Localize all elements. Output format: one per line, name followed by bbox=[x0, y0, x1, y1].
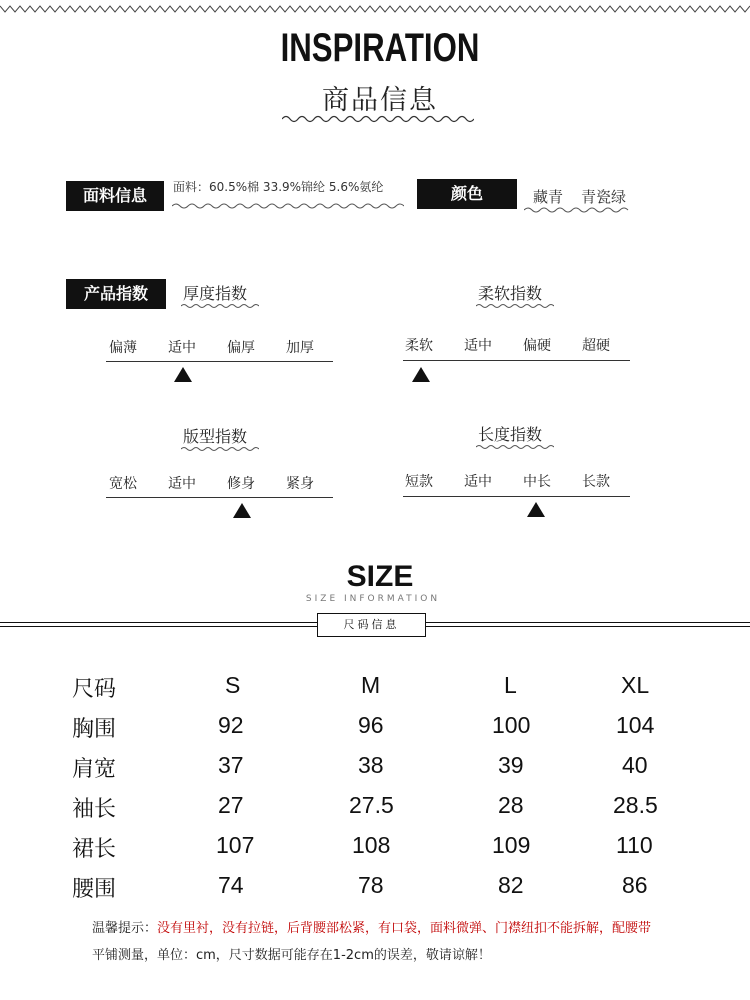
table-cell: 78 bbox=[358, 872, 384, 898]
length-scale-line bbox=[403, 496, 630, 497]
table-cell: 108 bbox=[352, 832, 391, 858]
fit-level-2: 适中 bbox=[168, 476, 196, 492]
notes-line-1 bbox=[92, 917, 651, 936]
table-row bbox=[0, 872, 750, 912]
color-label: 颜色 bbox=[417, 179, 517, 209]
softness-indicator-icon bbox=[412, 367, 430, 382]
fit-level-3: 修身 bbox=[227, 476, 255, 492]
softness-level-1: 柔软 bbox=[405, 338, 433, 354]
table-row-label: 袖长 bbox=[72, 797, 117, 822]
color-option-celadon: 青瓷绿 bbox=[581, 188, 627, 206]
table-cell: 92 bbox=[218, 712, 244, 738]
thickness-title-underline bbox=[181, 303, 259, 309]
thickness-level-3: 偏厚 bbox=[227, 340, 255, 356]
table-cell: 74 bbox=[218, 872, 244, 898]
softness-level-3: 偏硬 bbox=[523, 338, 551, 354]
length-level-3: 中长 bbox=[523, 474, 551, 490]
table-cell: 96 bbox=[358, 712, 384, 738]
softness-title-underline bbox=[476, 303, 554, 309]
fit-level-4: 紧身 bbox=[286, 476, 314, 492]
top-zigzag-border bbox=[0, 0, 750, 22]
page-subtitle: 商品信息 bbox=[322, 85, 438, 116]
thickness-level-1: 偏薄 bbox=[109, 340, 137, 356]
table-cell: 109 bbox=[492, 832, 531, 858]
size-title: SIZE bbox=[346, 560, 414, 593]
size-subtitle: SIZE INFORMATION bbox=[305, 594, 441, 604]
length-index-title: 长度指数 bbox=[478, 425, 543, 444]
length-level-1: 短款 bbox=[405, 474, 433, 490]
table-row bbox=[0, 712, 750, 752]
size-table-header bbox=[0, 672, 750, 712]
table-row-label: 腰围 bbox=[72, 877, 117, 902]
table-cell: 39 bbox=[498, 752, 524, 778]
length-indicator-icon bbox=[527, 502, 545, 517]
table-cell: 107 bbox=[216, 832, 255, 858]
notes-line-2: 平铺测量，单位：cm，尺寸数据可能存在1-2cm的误差，敬请谅解！ bbox=[92, 948, 491, 963]
page-title: INSPIRATION bbox=[280, 26, 480, 70]
product-index-label: 产品指数 bbox=[66, 279, 166, 309]
fit-index-title: 版型指数 bbox=[183, 427, 248, 446]
length-title-underline bbox=[476, 444, 554, 450]
length-level-2: 适中 bbox=[464, 474, 492, 490]
fit-level-1: 宽松 bbox=[109, 476, 137, 492]
softness-index-title: 柔软指数 bbox=[478, 284, 543, 303]
table-cell: 27 bbox=[218, 792, 244, 818]
notes-product-details: 没有里衬，没有拉链，后背腰部松紧，有口袋，面料微弹、门襟纽扣不能拆解，配腰带 bbox=[157, 921, 652, 936]
title-wavy-underline bbox=[282, 114, 474, 124]
table-row-label: 肩宽 bbox=[72, 757, 117, 782]
softness-level-4: 超硬 bbox=[582, 338, 610, 354]
size-info-box: 尺码信息 bbox=[317, 613, 426, 637]
table-cell: 38 bbox=[358, 752, 384, 778]
table-row-label: 裙长 bbox=[72, 837, 117, 862]
length-level-4: 长款 bbox=[582, 474, 610, 490]
thickness-level-2: 适中 bbox=[168, 340, 196, 356]
fit-indicator-icon bbox=[233, 503, 251, 518]
table-header-size: 尺码 bbox=[72, 677, 117, 702]
table-header-s: S bbox=[225, 672, 241, 698]
table-cell: 100 bbox=[492, 712, 531, 738]
softness-level-2: 适中 bbox=[464, 338, 492, 354]
fabric-composition: 面料：60.5%棉 33.9%锦纶 5.6%氨纶 bbox=[173, 180, 384, 194]
table-header-m: M bbox=[361, 672, 381, 698]
table-cell: 28 bbox=[498, 792, 524, 818]
table-row bbox=[0, 792, 750, 832]
table-cell: 104 bbox=[616, 712, 655, 738]
table-cell: 86 bbox=[622, 872, 648, 898]
table-row bbox=[0, 832, 750, 872]
notes-prefix: 温馨提示： bbox=[92, 921, 158, 936]
fit-scale-line bbox=[106, 497, 333, 498]
table-header-xl: XL bbox=[621, 672, 650, 698]
table-cell: 28.5 bbox=[613, 792, 658, 818]
table-cell: 82 bbox=[498, 872, 524, 898]
fabric-wavy-underline bbox=[172, 202, 404, 210]
table-cell: 37 bbox=[218, 752, 244, 778]
softness-scale-line bbox=[403, 360, 630, 361]
thickness-index-title: 厚度指数 bbox=[183, 284, 248, 303]
table-cell: 40 bbox=[622, 752, 648, 778]
color-wavy-underline bbox=[524, 206, 630, 214]
table-header-l: L bbox=[504, 672, 517, 698]
thickness-scale-line bbox=[106, 361, 333, 362]
thickness-level-4: 加厚 bbox=[286, 340, 314, 356]
table-row-label: 胸围 bbox=[72, 717, 117, 742]
thickness-indicator-icon bbox=[174, 367, 192, 382]
table-cell: 110 bbox=[616, 832, 653, 858]
table-row bbox=[0, 752, 750, 792]
fit-title-underline bbox=[181, 446, 259, 452]
table-cell: 27.5 bbox=[349, 792, 394, 818]
fabric-label: 面料信息 bbox=[66, 181, 164, 211]
color-option-navy: 藏青 bbox=[533, 188, 564, 206]
